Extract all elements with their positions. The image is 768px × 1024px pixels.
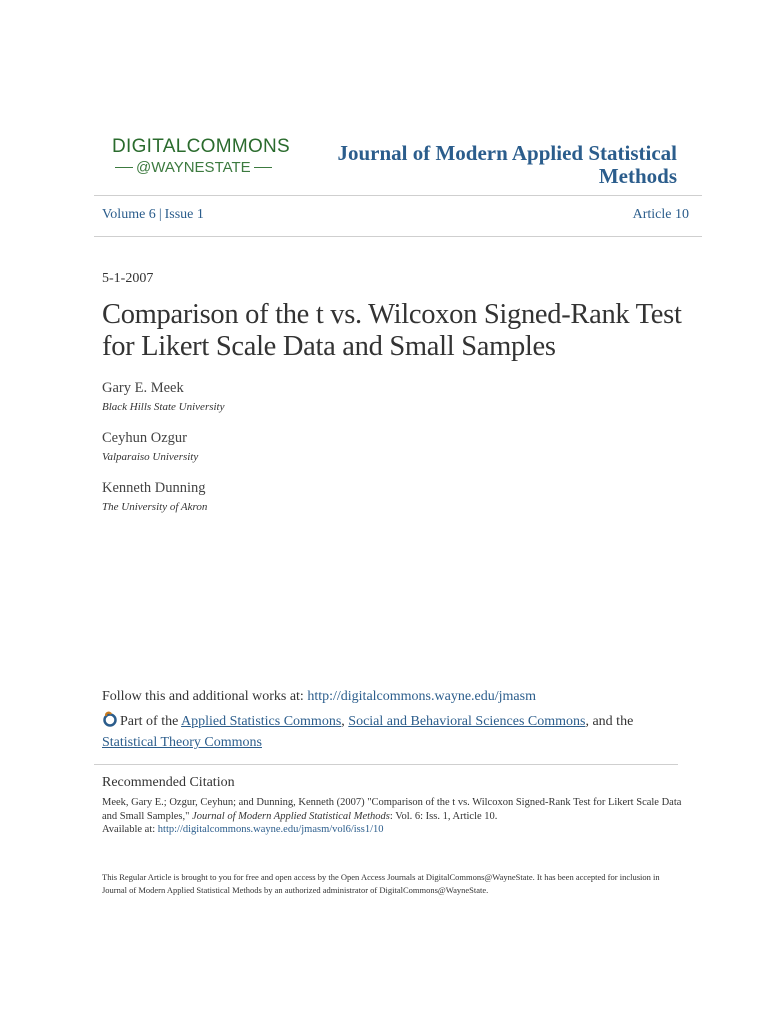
volume-issue: [102, 207, 204, 223]
commons-separator: ,: [341, 714, 349, 729]
volume-issue-separator: |: [158, 207, 162, 222]
article-url-link[interactable]: http://digitalcommons.wayne.edu/jmasm/vol6/iss1/10: [157, 824, 384, 835]
applied-statistics-commons-link[interactable]: Applied Statistics Commons: [181, 714, 342, 729]
digitalcommons-logo[interactable]: [112, 136, 291, 176]
author-name: Kenneth Dunning: [102, 480, 206, 496]
statistical-theory-commons-link[interactable]: Statistical Theory Commons: [102, 735, 262, 750]
author-name: Ceyhun Ozgur: [102, 430, 187, 446]
author-name: Gary E. Meek: [102, 380, 184, 396]
issue-link[interactable]: Issue 1: [164, 207, 204, 222]
recommended-citation-heading: Recommended Citation: [102, 775, 235, 790]
citation-journal: Journal of Modern Applied Statistical Methods: [192, 810, 390, 822]
citation-divider: [94, 764, 678, 765]
article-link[interactable]: Article 10: [632, 207, 689, 222]
logo-dash-left: [115, 167, 133, 169]
part-of-label: Part of the: [120, 714, 182, 729]
publication-date: 5-1-2007: [102, 271, 154, 286]
available-at-label: Available at:: [102, 824, 158, 835]
jmasm-url-link[interactable]: http://digitalcommons.wayne.edu/jmasm: [307, 689, 536, 704]
commons-separator: , and the: [585, 714, 634, 729]
logo-dash-right: [254, 167, 272, 169]
header-divider-bottom: [94, 236, 702, 237]
header-divider-top: [94, 195, 702, 196]
author-affiliation: The University of Akron: [102, 501, 208, 513]
author-affiliation: Black Hills State University: [102, 401, 225, 413]
citation-text: [102, 796, 682, 837]
open-access-icon: [102, 711, 118, 733]
logo-subline-text: @WAYNESTATE: [136, 159, 251, 176]
volume-link[interactable]: Volume 6: [102, 207, 156, 222]
paper-title: Comparison of the t vs. Wilcoxon Signed-Rank Test for Likert Scale Data and Small Samples: [102, 299, 682, 362]
author-affiliation: Valparaiso University: [102, 451, 199, 463]
citation-body: Meek, Gary E.; Ozgur, Ceyhun; and Dunning, Kenneth (2007) "Comparison of the t vs. Wilcoxon Signed-Rank Test for Likert Scale Data and Small Samples,": [102, 797, 682, 822]
journal-title[interactable]: Journal of Modern Applied Statistical Methods: [337, 141, 677, 188]
logo-wordmark: DIGITALCOMMONS: [112, 136, 291, 157]
follow-label: Follow this and additional works at:: [102, 689, 308, 704]
citation-volume: : Vol. 6: Iss. 1, Article 10.: [389, 810, 498, 822]
follow-line: [102, 689, 536, 705]
access-statement: This Regular Article is brought to you for free and open access by the Open Access Journals at DigitalCommons@WayneState. It has been accepted for inclusion in Journal of Modern Applied Statistical Methods by an authorized administrator of DigitalCommons@WayneState.: [102, 872, 660, 895]
part-of-commons: [102, 711, 702, 752]
social-behavioral-sciences-commons-link[interactable]: Social and Behavioral Sciences Commons: [348, 714, 586, 729]
logo-subline: [112, 159, 282, 176]
